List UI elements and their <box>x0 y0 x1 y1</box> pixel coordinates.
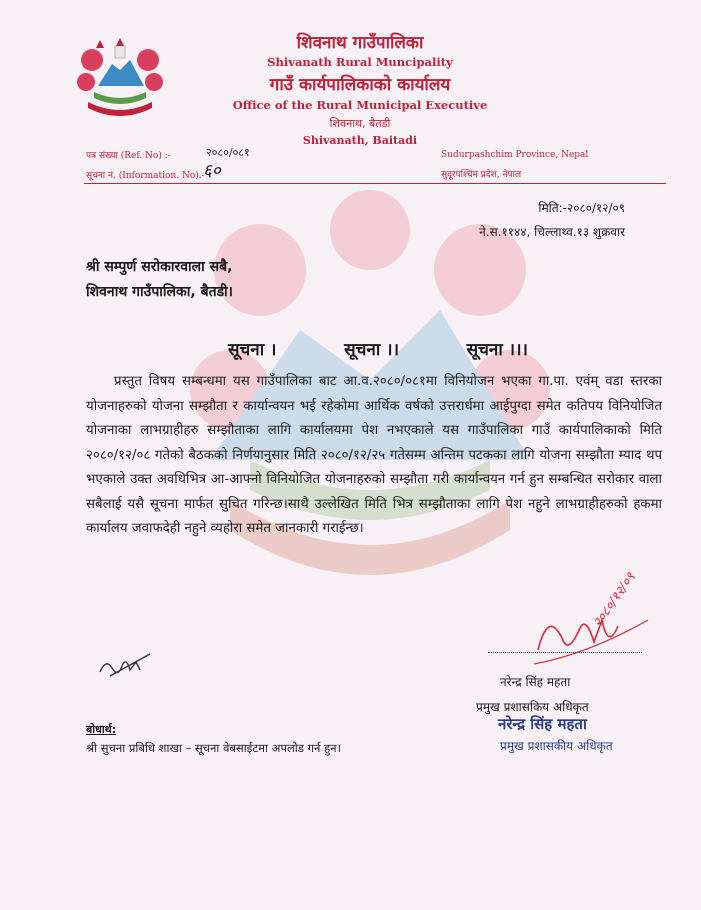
info-value: ६० <box>203 161 221 181</box>
signature-line <box>488 652 642 653</box>
signatory-name: नरेन्द्र सिंह महता <box>500 675 571 689</box>
cc-text: श्री सुचना प्रबिधि शाखा – सूचना वेबसाईटमा अपलोड गर्न हुन। <box>86 741 341 755</box>
stamp-designation: प्रमुख प्रशासकीय अधिकृत <box>500 739 613 753</box>
notice-title <box>228 337 528 360</box>
signature-date: २०८०/१२/०९ <box>590 570 639 631</box>
ref-label: पत्र संख्या (Ref. No) :- <box>86 151 171 161</box>
addressee-line-2: शिवनाथ गाउँपालिका, बैतडी। <box>86 284 233 300</box>
municipality-name-english: Shivanath Rural Muncipality <box>267 55 453 69</box>
province-nepali: सुदूरपश्चिम प्रदेश, नेपाल <box>441 170 522 180</box>
addressee-line-1: श्री सम्पुर्ण सरोकारवाला सबै, <box>86 259 233 275</box>
notice-paragraph: प्रस्तुत विषय सम्बन्धमा यस गाउँपालिका बाट आ.व.२०८०/०८१मा विनियोजन भएका गा.पा. एवंम् वडा स्तरका योजनाहरुको योजना सम्झौता र कार्यान्वयन भई रहेकोमा आर्थिक वर्षको उत्तरार्धमा आईपुग्दा समेत कतिपय विनियोजित योजनाका लाभग्राहीहरु सम्झौताका लागि कार्यालयमा पेश नभएकाले यस गाउँपालिका गाउँ कार्यपालिकाको मिति २०८०/१२/०८ गतेको बैठकको निर्णयानुसार मिति २०८०/१२/२५ गतेसम्म अन्तिम पटकका लागि योजना सम्झौता म्याद थप भएकाले उक्त अवधिभित्र आ-आफ्नो विनियोजित योजनाहरुको सम्झौता गरी कार्यान्वयन गर्न हुन सम्बन्धित सरोकार वाला सबैलाई यसै सूचना मार्फत सुचित गरिन्छ।साथै उल्लेखित मिति भित्र सम्झौताका लागि पेश नहुने लाभग्राहीहरुको हकमा कार्यालय जवाफदेही नहुने व्यहोरा समेत जानकारी गराईन्छ। <box>86 374 662 536</box>
place-nepali: शिवनाथ, बैतडी <box>329 117 391 130</box>
cc-label: बोधार्थ: <box>86 723 117 736</box>
notice-body <box>86 370 662 542</box>
municipality-name-nepali: शिवनाथ गाउँपालिका <box>296 33 424 53</box>
stamp-name: नरेन्द्र सिंह महता <box>498 715 587 733</box>
date-line: मिति:-२०८०/१२/०९ <box>538 201 625 215</box>
place-english: Shivanath, Baitadi <box>302 134 418 147</box>
municipality-emblem <box>70 36 170 120</box>
nepal-samvat-date: ने.स.११४४, चिल्लाथ्व.१३ शुक्रवार <box>479 225 625 239</box>
office-name-nepali: गाउँ कार्यपालिकाको कार्यालय <box>269 75 451 95</box>
notice-title-3: सूचना ।।। <box>466 340 528 360</box>
initials-signature <box>96 648 156 682</box>
info-label: सूचना नं. (Information. No).- <box>86 171 205 181</box>
ref-value: २०८०/०८१ <box>206 146 250 159</box>
notice-title-2: सूचना ।। <box>344 340 400 360</box>
header-divider <box>84 183 666 184</box>
signatory-designation: प्रमुख प्रशासकिय अधिकृत <box>476 700 589 714</box>
notice-title-1: सूचना । <box>228 340 277 360</box>
office-name-english: Office of the Rural Municipal Executive <box>232 98 488 112</box>
province-english: Sudurpashchim Province, Nepal <box>441 150 589 160</box>
